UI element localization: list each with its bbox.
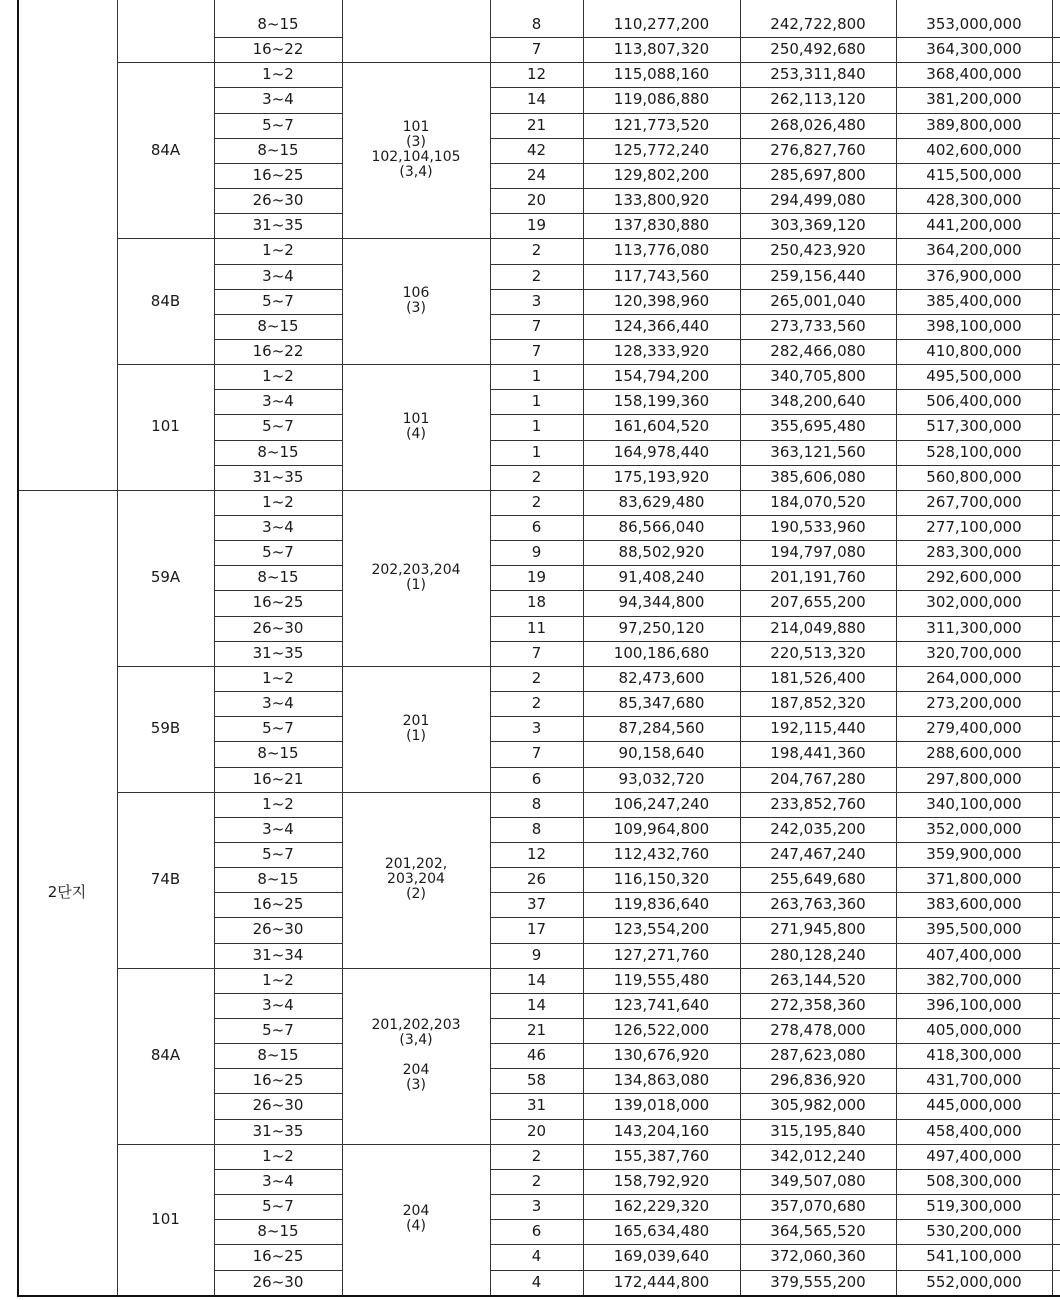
table-cell-unit-count: 2 [531,492,542,511]
table-cell-price-value-1: 110,277,200 [613,15,710,33]
table-cell-price-value-3: 428,300,000 [926,191,1022,210]
table-cell-price-value-1: 113,776,080 [613,241,710,260]
column-divider [583,0,584,1295]
table-cell-unit-count: 9 [531,945,542,964]
table-cell-price-value-1: 115,088,160 [613,65,710,84]
table-cell-price-value-2: 305,982,000 [770,1096,866,1115]
dong-label-line: 201,202, [384,856,448,873]
table-cell-unit-count: 7 [531,744,542,763]
table-cell-price-value-1: 123,554,200 [613,920,710,939]
table-cell-floor-range: 5~7 [262,719,294,738]
column-divider [117,0,118,1295]
dong-label-line: 101 [402,119,430,136]
table-bottom-border [17,1295,1060,1297]
table-cell-price-value-1: 139,018,000 [613,1096,710,1115]
table-cell-price-value-3: 560,800,000 [926,467,1022,486]
table-cell-price-value-3: 311,300,000 [926,618,1022,637]
unit-type-label: 101 [151,1209,180,1228]
table-cell-floor-range: 3~4 [262,819,294,838]
table-cell-floor-range: 31~35 [252,643,304,662]
table-cell-floor-range: 3~4 [262,90,294,109]
table-cell-price-value-1: 127,271,760 [613,945,710,964]
table-cell-price-value-1: 175,193,920 [613,467,710,486]
table-cell-price-value-3: 495,500,000 [926,367,1022,386]
table-cell-price-value-2: 194,797,080 [770,543,866,562]
table-cell-price-value-3: 340,100,000 [926,794,1022,813]
table-cell-price-value-3: 382,700,000 [926,970,1022,989]
table-cell-floor-range: 5~7 [262,417,294,436]
table-cell-price-value-1: 143,204,160 [613,1121,710,1140]
table-cell-floor-range: 8~15 [257,744,299,763]
table-cell-price-value-1: 128,333,920 [613,341,710,360]
table-cell-price-value-1: 113,807,320 [613,40,710,59]
table-cell-unit-count: 7 [531,643,542,662]
table-cell-unit-count: 2 [531,241,542,260]
table-cell-floor-range: 16~21 [252,769,304,788]
table-cell-unit-count: 24 [526,165,547,184]
table-cell-price-value-1: 154,794,200 [613,367,710,386]
unit-type-label: 59B [150,719,181,738]
table-cell-price-value-2: 364,565,520 [770,1222,866,1241]
table-cell-floor-range: 16~22 [252,40,304,59]
table-cell-price-value-2: 273,733,560 [770,316,866,335]
table-cell-floor-range: 8~15 [257,442,299,461]
table-cell-price-value-2: 233,852,760 [770,794,866,813]
table-cell-unit-count: 7 [531,40,542,59]
table-cell-price-value-3: 302,000,000 [926,593,1022,612]
table-cell-unit-count: 2 [531,266,542,285]
table-cell-unit-count: 8 [531,794,542,813]
table-cell-price-value-1: 116,150,320 [613,870,710,889]
table-cell-price-value-1: 125,772,240 [613,140,710,159]
table-cell-floor-range: 16~25 [252,1247,304,1266]
table-cell-unit-count: 42 [526,140,547,159]
table-cell-price-value-1: 100,186,680 [613,643,710,662]
dong-label-line: 106 [402,285,430,302]
table-cell-floor-range: 3~4 [262,1171,294,1190]
table-cell-price-value-2: 255,649,680 [770,870,866,889]
table-cell-floor-range: 31~35 [252,216,304,235]
table-cell-price-value-3: 431,700,000 [926,1071,1022,1090]
table-cell-floor-range: 8~15 [257,1222,299,1241]
table-cell-price-value-3: 283,300,000 [926,543,1022,562]
dong-label-line: 204 [402,1062,430,1079]
column-divider [740,0,741,1295]
table-cell-unit-count: 4 [531,1272,542,1291]
table-cell-price-value-1: 123,741,640 [613,995,710,1014]
table-cell-price-value-3: 398,100,000 [926,316,1022,335]
table-cell-price-value-3: 552,000,000 [926,1272,1022,1291]
table-cell-unit-count: 9 [531,543,542,562]
dong-label-line: (3) [406,300,426,317]
table-cell-floor-range: 26~30 [252,191,304,210]
dong-label-line: 201 [402,712,430,729]
table-cell-price-value-2: 187,852,320 [770,694,866,713]
complex-label: 2단지 [47,882,87,901]
table-cell-floor-range: 3~4 [262,518,294,536]
column-divider [17,0,19,1295]
table-cell-unit-count: 8 [531,15,542,33]
table-cell-price-value-2: 294,499,080 [770,191,866,210]
dong-label-line: (1) [406,576,426,593]
table-cell-floor-range: 8~15 [257,140,299,159]
table-cell-unit-count: 12 [526,65,547,84]
table-cell-floor-range: 26~30 [252,618,304,637]
table-cell-price-value-2: 259,156,440 [770,266,866,285]
table-cell-price-value-3: 410,800,000 [926,341,1022,360]
table-cell-price-value-3: 371,800,000 [926,870,1022,889]
dong-label-line: 201,202,203 [371,1017,461,1034]
table-cell-price-value-3: 395,500,000 [926,920,1022,939]
table-cell-price-value-2: 296,836,920 [770,1071,866,1090]
table-cell-price-value-2: 192,115,440 [770,719,866,738]
table-cell-price-value-3: 402,600,000 [926,140,1022,159]
table-cell-price-value-2: 285,697,800 [770,165,866,184]
table-cell-floor-range: 31~35 [252,467,304,486]
table-cell-price-value-2: 214,049,880 [770,618,866,637]
table-cell-price-value-2: 198,441,360 [770,744,866,763]
table-cell-price-value-3: 415,500,000 [926,165,1022,184]
table-cell-price-value-3: 528,100,000 [926,442,1022,461]
column-divider [1052,0,1053,1295]
table-cell-price-value-3: 389,800,000 [926,115,1022,134]
table-cell-price-value-2: 268,026,480 [770,115,866,134]
table-cell-price-value-2: 287,623,080 [770,1046,866,1065]
table-cell-unit-count: 19 [526,568,547,587]
table-cell-floor-range: 8~15 [257,15,299,33]
table-cell-price-value-2: 263,144,520 [770,970,866,989]
table-cell-price-value-2: 280,128,240 [770,945,866,964]
table-cell-unit-count: 14 [526,90,547,109]
table-cell-price-value-2: 201,191,760 [770,568,866,587]
table-cell-price-value-1: 121,773,520 [613,115,710,134]
table-cell-floor-range: 5~7 [262,543,294,562]
table-cell-price-value-3: 441,200,000 [926,216,1022,235]
table-cell-unit-count: 1 [531,367,542,386]
table-cell-unit-count: 2 [531,1171,542,1190]
table-cell-price-value-2: 349,507,080 [770,1171,866,1190]
table-cell-unit-count: 46 [526,1046,547,1065]
table-cell-price-value-3: 530,200,000 [926,1222,1022,1241]
table-cell-price-value-2: 278,478,000 [770,1021,866,1039]
table-cell-unit-count: 18 [526,593,547,612]
dong-label-line: (3,4) [399,1032,433,1049]
table-cell-unit-count: 12 [526,844,547,863]
dong-label-line: (4) [406,425,426,442]
table-cell-price-value-1: 119,086,880 [613,90,710,109]
table-cell-price-value-3: 279,400,000 [926,719,1022,738]
table-cell-price-value-3: 273,200,000 [926,694,1022,713]
table-cell-floor-range: 1~2 [262,241,294,260]
table-cell-floor-range: 1~2 [262,1146,294,1165]
table-cell-price-value-3: 396,100,000 [926,995,1022,1014]
table-cell-price-value-3: 418,300,000 [926,1046,1022,1065]
table-cell-price-value-2: 207,655,200 [770,593,866,612]
table-cell-price-value-3: 541,100,000 [926,1247,1022,1266]
table-cell-price-value-3: 376,900,000 [926,266,1022,285]
table-cell-price-value-3: 368,400,000 [926,65,1022,84]
table-cell-price-value-1: 133,800,920 [613,191,710,210]
unit-type-label: 84A [150,140,181,159]
table-cell-price-value-3: 519,300,000 [926,1197,1022,1216]
table-cell-unit-count: 17 [526,920,547,939]
table-cell-unit-count: 1 [531,392,542,411]
table-cell-price-value-2: 372,060,360 [770,1247,866,1266]
table-cell-price-value-3: 288,600,000 [926,744,1022,763]
table-cell-price-value-3: 292,600,000 [926,568,1022,587]
table-cell-price-value-1: 158,792,920 [613,1171,710,1190]
table-cell-unit-count: 37 [526,895,547,914]
dong-label-line: 203,204 [387,871,445,888]
table-cell-price-value-2: 204,767,280 [770,769,866,788]
table-cell-price-value-2: 220,513,320 [770,643,866,662]
table-cell-floor-range: 1~2 [262,65,294,84]
table-cell-price-value-2: 253,311,840 [770,65,866,84]
table-cell-price-value-2: 355,695,480 [770,417,866,436]
table-cell-price-value-1: 162,229,320 [613,1197,710,1216]
dong-label-line: (1) [406,727,426,744]
table-cell-floor-range: 3~4 [262,995,294,1014]
table-cell-price-value-1: 91,408,240 [618,568,705,587]
table-cell-unit-count: 14 [526,995,547,1014]
table-cell-price-value-1: 106,247,240 [613,794,710,813]
table-cell-floor-range: 16~25 [252,1071,304,1090]
table-cell-floor-range: 1~2 [262,367,294,386]
table-cell-unit-count: 2 [531,694,542,713]
table-cell-price-value-2: 271,945,800 [770,920,866,939]
dong-label-line: (3,4) [399,164,433,181]
table-cell-price-value-3: 352,000,000 [926,819,1022,838]
table-cell-price-value-1: 88,502,920 [618,543,705,562]
table-cell-unit-count: 3 [531,719,542,738]
table-cell-price-value-2: 247,467,240 [770,844,866,863]
table-cell-unit-count: 3 [531,291,542,310]
table-cell-price-value-2: 181,526,400 [770,668,866,687]
table-cell-floor-range: 1~2 [262,668,294,687]
table-cell-price-value-2: 379,555,200 [770,1272,866,1291]
table-cell-price-value-3: 405,000,000 [926,1021,1022,1039]
dong-label-line [342,1048,490,1063]
table-cell-price-value-1: 155,387,760 [613,1146,710,1165]
table-cell-unit-count: 20 [526,1121,547,1140]
dong-label-line: 101 [402,410,430,427]
table-cell-price-value-2: 363,121,560 [770,442,866,461]
table-cell-price-value-3: 364,300,000 [926,40,1022,59]
table-cell-price-value-1: 119,555,480 [613,970,710,989]
table-cell-unit-count: 20 [526,191,547,210]
dong-label-line: 204 [402,1203,430,1220]
table-cell-floor-range: 3~4 [262,392,294,411]
table-cell-floor-range: 1~2 [262,492,294,511]
table-cell-unit-count: 21 [526,1021,547,1039]
table-cell-price-value-1: 161,604,520 [613,417,710,436]
table-cell-floor-range: 5~7 [262,115,294,134]
column-divider [342,0,343,1295]
table-cell-price-value-2: 190,533,960 [770,518,866,536]
table-cell-floor-range: 26~30 [252,1096,304,1115]
table-cell-price-value-3: 407,400,000 [926,945,1022,964]
table-cell-price-value-1: 126,522,000 [613,1021,710,1039]
table-cell-price-value-2: 242,035,200 [770,819,866,838]
table-cell-price-value-1: 109,964,800 [613,819,710,838]
table-cell-price-value-2: 272,358,360 [770,995,866,1014]
table-cell-price-value-3: 320,700,000 [926,643,1022,662]
table-cell-price-value-1: 87,284,560 [618,719,705,738]
table-cell-price-value-3: 264,000,000 [926,668,1022,687]
table-cell-price-value-1: 169,039,640 [613,1247,710,1266]
table-cell-price-value-1: 129,802,200 [613,165,710,184]
table-cell-price-value-2: 340,705,800 [770,367,866,386]
table-cell-price-value-3: 267,700,000 [926,492,1022,511]
table-cell-price-value-2: 263,763,360 [770,895,866,914]
dong-label-line: (2) [406,886,426,903]
table-cell-floor-range: 1~2 [262,970,294,989]
table-cell-unit-count: 6 [531,1222,542,1241]
table-cell-price-value-3: 297,800,000 [926,769,1022,788]
table-cell-floor-range: 3~4 [262,266,294,285]
table-cell-price-value-3: 381,200,000 [926,90,1022,109]
table-cell-price-value-2: 242,722,800 [770,15,866,33]
table-cell-price-value-1: 93,032,720 [618,769,705,788]
table-cell-floor-range: 26~30 [252,1272,304,1291]
table-cell-price-value-3: 359,900,000 [926,844,1022,863]
table-cell-price-value-3: 458,400,000 [926,1121,1022,1140]
table-cell-price-value-1: 172,444,800 [613,1272,710,1291]
dong-label-line: 202,203,204 [371,561,461,578]
table-cell-unit-count: 6 [531,769,542,788]
table-cell-price-value-1: 124,366,440 [613,316,710,335]
table-cell-floor-range: 8~15 [257,316,299,335]
table-cell-price-value-2: 276,827,760 [770,140,866,159]
table-cell-unit-count: 1 [531,442,542,461]
unit-type-label: 101 [151,417,180,436]
table-cell-price-value-2: 265,001,040 [770,291,866,310]
table-cell-price-value-3: 353,000,000 [926,15,1022,33]
table-cell-unit-count: 3 [531,1197,542,1216]
table-cell-price-value-1: 137,830,880 [613,216,710,235]
table-cell-price-value-2: 303,369,120 [770,216,866,235]
table-cell-price-value-3: 445,000,000 [926,1096,1022,1115]
table-cell-unit-count: 26 [526,870,547,889]
table-cell-floor-range: 5~7 [262,844,294,863]
table-cell-unit-count: 21 [526,115,547,134]
column-divider [490,0,491,1295]
table-cell-price-value-2: 315,195,840 [770,1121,866,1140]
table-cell-price-value-1: 119,836,640 [613,895,710,914]
table-cell-floor-range: 8~15 [257,1046,299,1065]
table-cell-price-value-2: 357,070,680 [770,1197,866,1216]
table-cell-price-value-1: 130,676,920 [613,1046,710,1065]
unit-type-label: 59A [150,568,181,587]
table-cell-unit-count: 2 [531,467,542,486]
table-cell-floor-range: 1~2 [262,794,294,813]
table-cell-floor-range: 3~4 [262,694,294,713]
table-cell-price-value-1: 97,250,120 [618,618,705,637]
column-divider [214,0,215,1295]
table-cell-price-value-2: 348,200,640 [770,392,866,411]
table-cell-unit-count: 8 [531,819,542,838]
table-cell-floor-range: 16~25 [252,593,304,612]
table-cell-unit-count: 4 [531,1247,542,1266]
table-cell-price-value-1: 120,398,960 [613,291,710,310]
table-cell-price-value-2: 250,492,680 [770,40,866,59]
table-cell-price-value-1: 112,432,760 [613,844,710,863]
column-divider [896,0,897,1295]
table-cell-price-value-3: 508,300,000 [926,1171,1022,1190]
table-cell-price-value-2: 250,423,920 [770,241,866,260]
unit-type-label: 84A [150,1046,181,1065]
table-cell-unit-count: 7 [531,316,542,335]
table-cell-price-value-1: 158,199,360 [613,392,710,411]
table-cell-unit-count: 11 [526,618,547,637]
table-cell-price-value-1: 165,634,480 [613,1222,710,1241]
table-cell-unit-count: 6 [531,518,542,536]
table-cell-floor-range: 5~7 [262,1021,294,1039]
table-cell-floor-range: 26~30 [252,920,304,939]
table-cell-floor-range: 5~7 [262,291,294,310]
table-cell-price-value-3: 277,100,000 [926,518,1022,536]
table-cell-unit-count: 58 [526,1071,547,1090]
table-cell-floor-range: 31~35 [252,1121,304,1140]
table-cell-price-value-1: 83,629,480 [618,492,705,511]
table-cell-price-value-1: 86,566,040 [618,518,705,536]
table-cell-floor-range: 5~7 [262,1197,294,1216]
table-cell-floor-range: 16~22 [252,341,304,360]
table-cell-floor-range: 16~25 [252,895,304,914]
table-cell-price-value-1: 134,863,080 [613,1071,710,1090]
table-cell-price-value-1: 94,344,800 [618,593,705,612]
table-cell-price-value-3: 517,300,000 [926,417,1022,436]
table-cell-unit-count: 31 [526,1096,547,1115]
unit-type-label: 84B [150,291,181,310]
unit-type-label: 74B [150,870,181,889]
table-cell-floor-range: 16~25 [252,165,304,184]
table-cell-unit-count: 2 [531,1146,542,1165]
table-cell-price-value-1: 164,978,440 [613,442,710,461]
table-cell-price-value-3: 383,600,000 [926,895,1022,914]
dong-label-line: 102,104,105 [371,149,461,166]
table-cell-price-value-3: 364,200,000 [926,241,1022,260]
table-cell-price-value-3: 385,400,000 [926,291,1022,310]
table-cell-unit-count: 19 [526,216,547,235]
dong-label-line: (4) [406,1218,426,1235]
table-cell-floor-range: 31~34 [252,945,304,964]
table-cell-price-value-2: 282,466,080 [770,341,866,360]
table-cell-unit-count: 14 [526,970,547,989]
table-cell-unit-count: 1 [531,417,542,436]
table-cell-price-value-2: 385,606,080 [770,467,866,486]
table-cell-price-value-1: 82,473,600 [618,668,705,687]
dong-label-line: (3) [406,1077,426,1094]
table-cell-price-value-3: 497,400,000 [926,1146,1022,1165]
table-cell-price-value-2: 184,070,520 [770,492,866,511]
table-cell-price-value-2: 262,113,120 [770,90,866,109]
table-cell-price-value-2: 342,012,240 [770,1146,866,1165]
table-cell-floor-range: 8~15 [257,870,299,889]
table-cell-floor-range: 8~15 [257,568,299,587]
table-cell-unit-count: 7 [531,341,542,360]
table-cell-price-value-3: 506,400,000 [926,392,1022,411]
table-cell-price-value-1: 90,158,640 [618,744,705,763]
table-cell-price-value-1: 117,743,560 [613,266,710,285]
table-cell-unit-count: 2 [531,668,542,687]
dong-label-line: (3) [406,134,426,151]
table-cell-price-value-1: 85,347,680 [618,694,705,713]
